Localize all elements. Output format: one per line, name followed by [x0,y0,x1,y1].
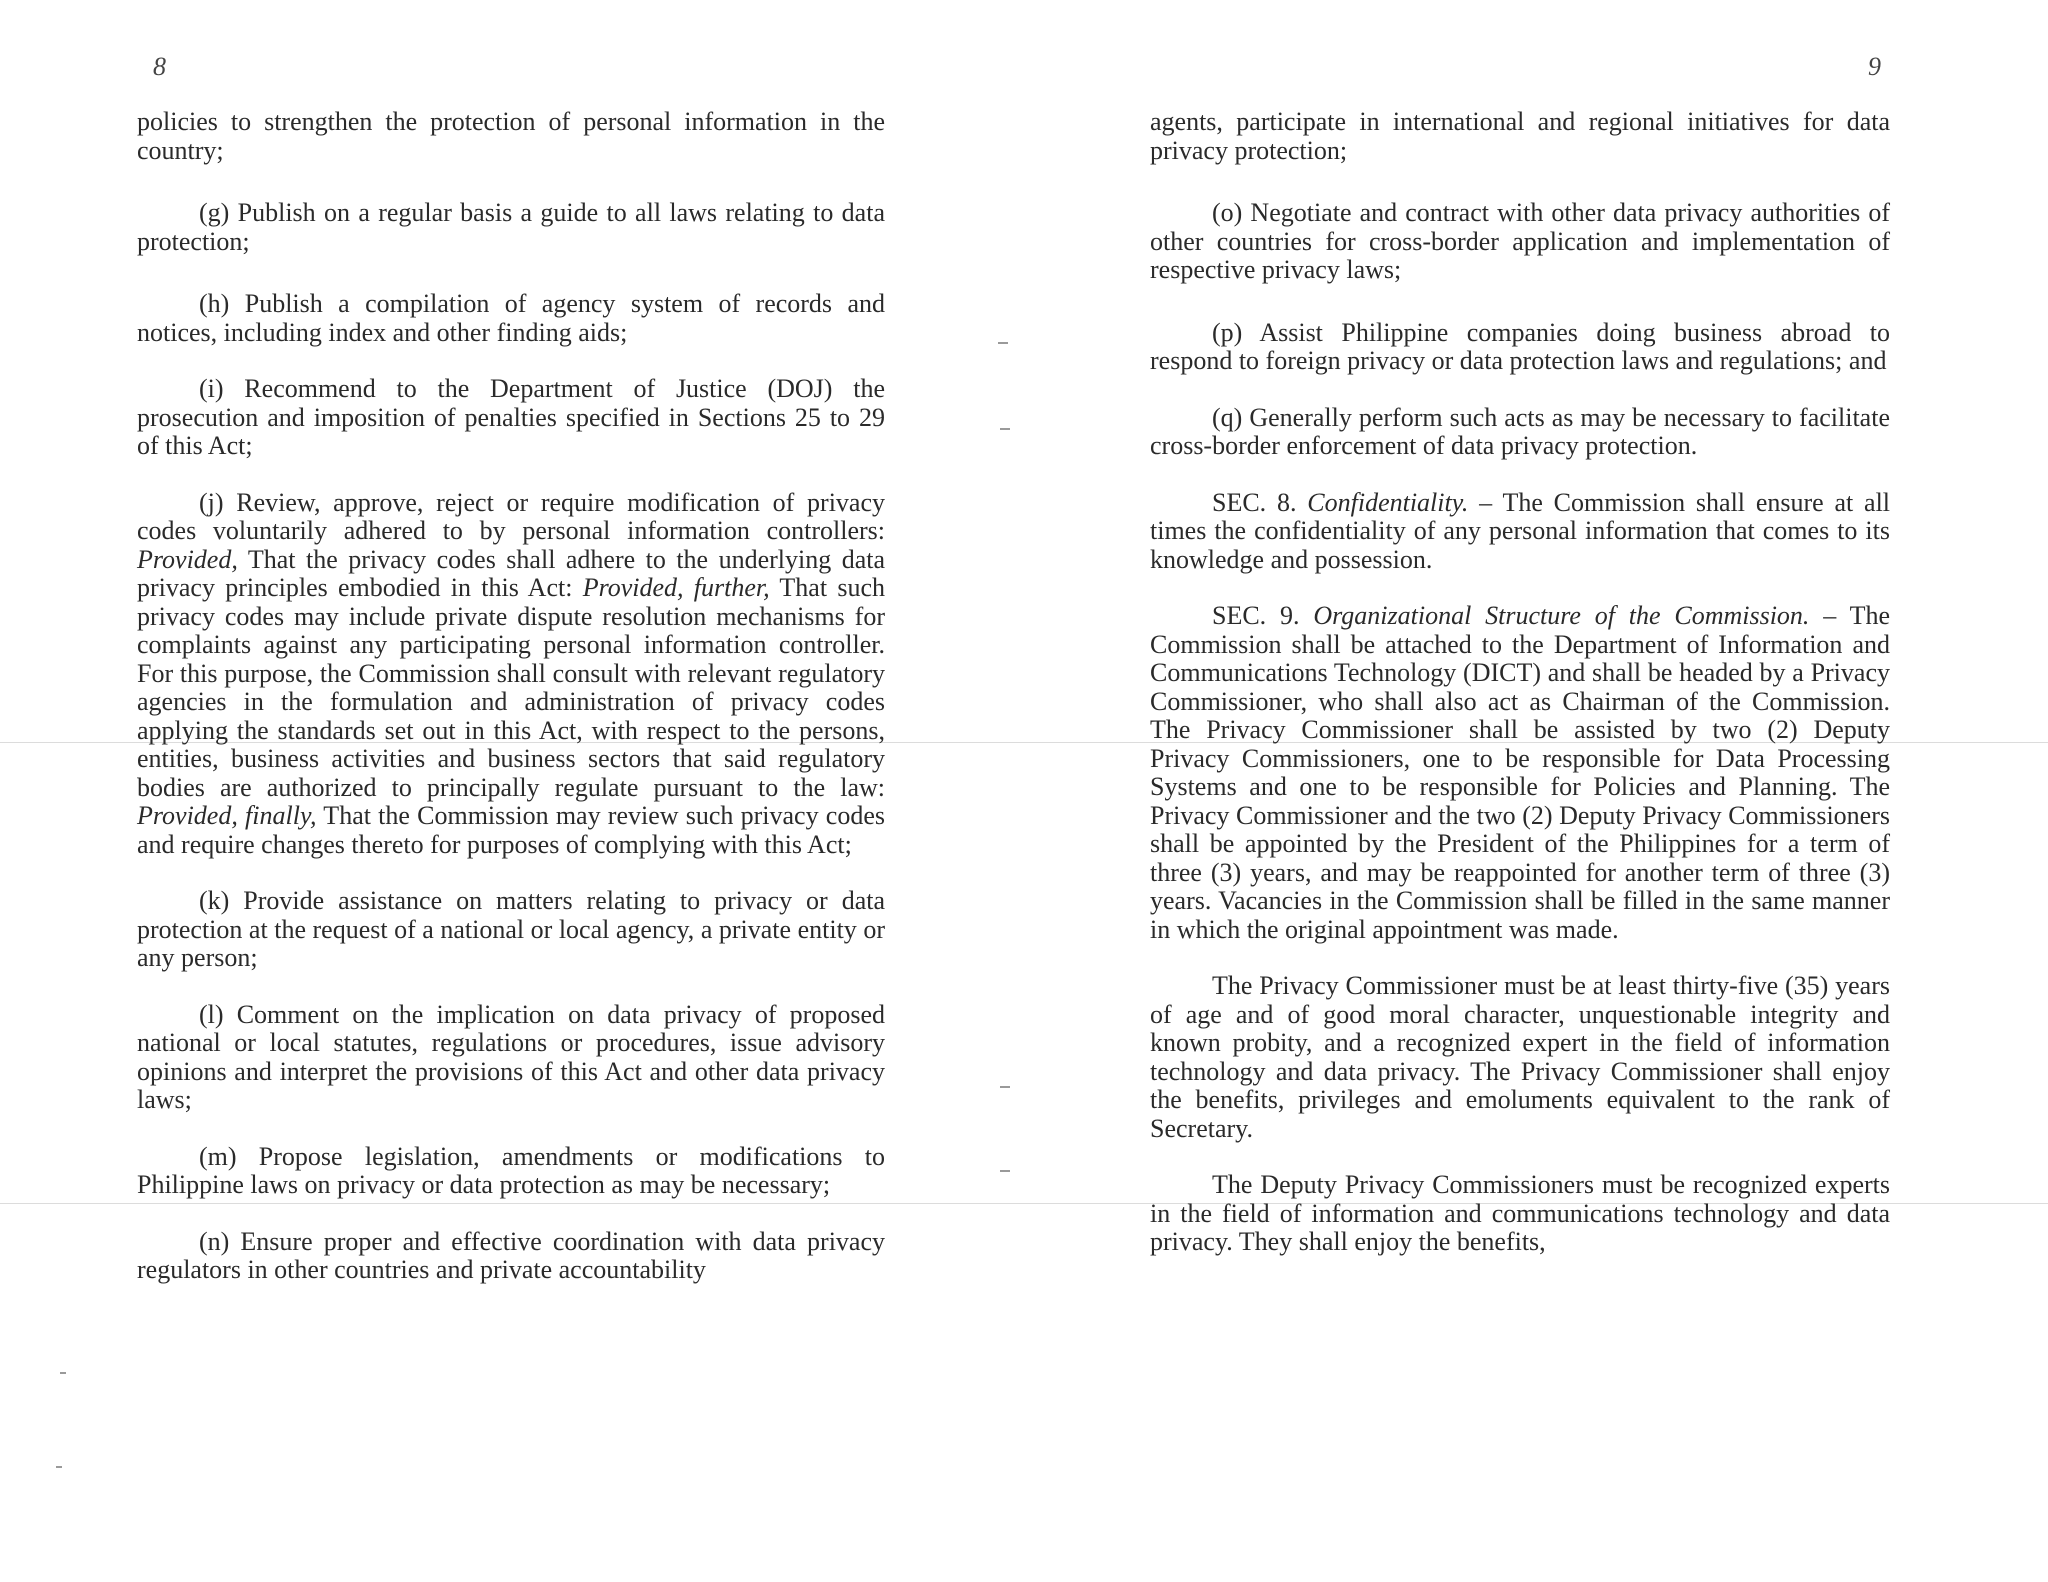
scan-speck [1000,428,1010,430]
clause-j-provided-further: Provided, further, [582,573,770,602]
clause-p: (p) Assist Philippine companies doing business abroad to respond to foreign privacy or data protection laws and regulations; and [1150,317,1890,375]
clause-o: (o) Negotiate and contract with other data privacy authorities of other countries for cross-border application and implementation of respective privacy laws; [1150,198,1890,284]
section-9-label: SEC. 9. [1212,601,1300,630]
section-9 [1150,602,1890,944]
clause-j [137,489,885,860]
clause-j-provided: Provided, [137,544,238,574]
section-8-label: SEC. 8. [1212,487,1297,517]
clause-j-text-a: (j) Review, approve, reject or require modification of privacy codes voluntarily adhered to by personal information controllers: [137,487,885,545]
paragraph-continuation: policies to strengthen the protection of personal information in the country; [137,107,885,165]
section-9-title: Organizational Structure of the Commission. [1313,601,1810,630]
clause-q: (q) Generally perform such acts as may be necessary to facilitate cross-border enforcement of data privacy protection. [1150,402,1890,460]
clause-n: (n) Ensure proper and effective coordination with data privacy regulators in other countries and private accountability [137,1226,885,1284]
clause-j-text-e: That such privacy codes may include private dispute resolution mechanisms for complaints against any participating personal information controller. For this purpose, the Commission shall consult with relevant regulatory agencies in the formulation and administration of privacy codes applying the standards set out in this Act, with respect to the persons, entities, business activities and business sectors that said regulatory bodies are authorized to principally regulate pursuant to the law: [137,573,885,802]
scan-speck [56,1466,62,1468]
clause-m: (m) Propose legislation, amendments or modifications to Philippine laws on privacy or data protection as may be necessary; [137,1141,885,1199]
clause-j-provided-finally: Provided, finally, [137,801,317,830]
clause-j-text-g: That the Commission may review such privacy codes and require changes thereto for purposes of complying with this Act; [137,801,886,859]
section-9-text: – The Commission shall be attached to the Department of Information and Communications Technology (DICT) and shall be headed by a Privacy Commissioner, who shall also act as Chairman of the Commission. The Privacy Commissioner shall be assisted by two (2) Deputy Privacy Commissioners, one to be responsible for Data Processing Systems and one to be responsible for Policies and Planning. The Privacy Commissioner and the two (2) Deputy Privacy Commissioners shall be appointed by the President of the Philippines for a term of three (3) years, and may be reappointed for another term of three (3) years. Vacancies in the Commission shall be filled in the same manner in which the original appointment was made. [1150,601,1891,944]
clause-g: (g) Publish on a regular basis a guide to all laws relating to data protection; [137,198,885,256]
section-8-text: – The Commission shall ensure at all times the confidentiality of any personal information that comes to its knowledge and possession. [1150,487,1891,574]
clause-h: (h) Publish a compilation of agency system of records and notices, including index and other finding aids; [137,289,885,347]
page-number-right: 9 [1868,52,1881,81]
section-8 [1150,489,1890,575]
clause-i: (i) Recommend to the Department of Justice (DOJ) the prosecution and imposition of penalties specified in Sections 25 to 29 of this Act; [137,374,885,460]
right-column [1150,108,1890,1285]
clause-j-text-c: That the privacy codes shall adhere to the underlying data privacy principles embodied in this Act: [137,544,885,602]
paragraph-continuation: agents, participate in international and regional initiatives for data privacy protection; [1150,107,1890,165]
left-column [137,108,885,1313]
scan-speck [998,342,1008,344]
scan-speck [60,1372,66,1374]
clause-l: (l) Comment on the implication on data privacy of proposed national or local statutes, regulations or procedures, issue advisory opinions and interpret the provisions of this Act and other data privacy laws; [137,999,885,1114]
scan-speck [1000,1086,1010,1088]
scan-speck [1000,1170,1010,1172]
clause-k: (k) Provide assistance on matters relating to privacy or data protection at the request of a national or local agency, a private entity or any person; [137,886,885,972]
section-8-title: Confidentiality. [1307,487,1469,517]
commissioner-qualifications: The Privacy Commissioner must be at least thirty-five (35) years of age and of good moral character, unquestionable integrity and known probity, and a recognized expert in the field of information technology and data privacy. The Privacy Commissioner shall enjoy the benefits, privileges and emoluments equivalent to the rank of Secretary. [1150,971,1890,1143]
page-number-left: 8 [153,52,166,81]
deputy-qualifications: The Deputy Privacy Commissioners must be recognized experts in the field of information and communications technology and data privacy. They shall enjoy the benefits, [1150,1170,1890,1256]
